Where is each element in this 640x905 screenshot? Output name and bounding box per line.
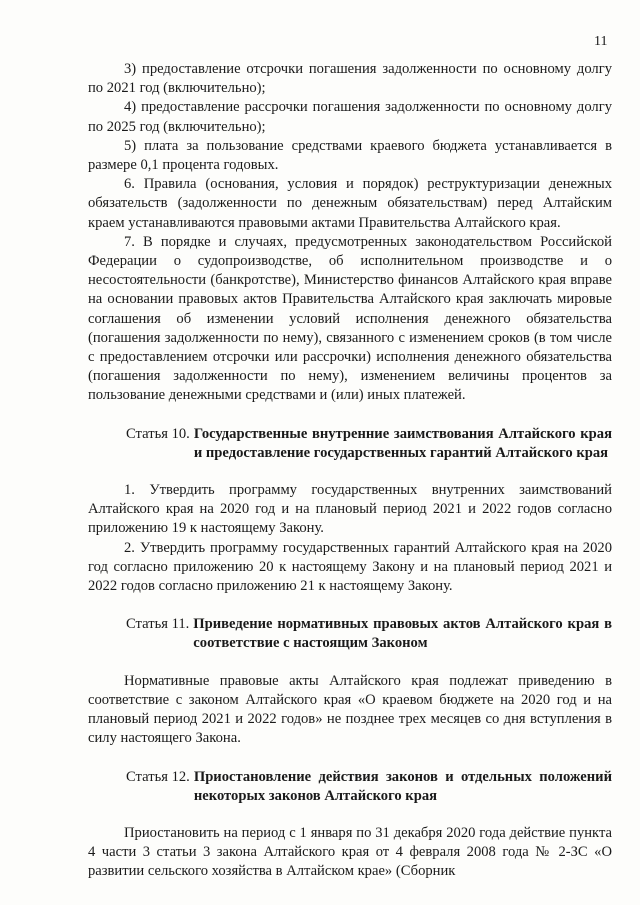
paragraph-item-5: 5) плата за пользование средствами краевого бюджета устанавливается в размере 0,1 процента годовых. bbox=[88, 137, 612, 174]
paragraph-item-3: 3) предоставление отсрочки погашения задолженности по основному долгу по 2021 год (включительно); bbox=[88, 61, 612, 97]
article-10-paragraph-2: 2. Утвердить программу государственных гарантий Алтайского края на 2020 год согласно приложению 20 к настоящему Закону и на плановый период 2021 и 2022 годов согласно приложению 21 к настоящему Закону. bbox=[88, 539, 612, 595]
article-11-title: Приведение нормативных правовых актов Алтайского края в соответствие с настоящим Законом bbox=[193, 616, 612, 652]
article-12-label: Статья 12. bbox=[126, 768, 190, 785]
article-11-label: Статья 11. bbox=[126, 616, 190, 633]
article-10-title: Государственные внутренние заимствования Алтайского края и предоставление государственных гарантий Алтайского края bbox=[193, 425, 612, 461]
article-11-heading bbox=[88, 615, 612, 653]
article-12-heading bbox=[88, 768, 612, 806]
article-10-paragraph-1: 1. Утвердить программу государственных внутренних заимствований Алтайского края на 2020 год и на плановый период 2021 и 2022 годов согласно приложению 19 к настоящему Закону. bbox=[88, 482, 612, 537]
paragraph-item-4: 4) предоставление рассрочки погашения задолженности по основному долгу по 2025 год (включительно); bbox=[88, 99, 612, 135]
document-body bbox=[88, 60, 612, 882]
paragraph-6: 6. Правила (основания, условия и порядок) реструктуризации денежных обязательств (задолженности по денежным обязательствам) перед Алтайским краем устанавливаются правовыми актами Правительства Алтайского края. bbox=[88, 176, 612, 231]
article-11-paragraph-1: Нормативные правовые акты Алтайского края подлежат приведению в соответствие с законом Алтайского края «О краевом бюджете на 2020 год и на плановый период 2021 и 2022 годов» не позднее трех месяцев со дня вступления в силу настоящего Закона. bbox=[88, 672, 612, 747]
article-12-paragraph-1: Приостановить на период с 1 января по 31 декабря 2020 года действие пункта 4 части 3 статьи 3 закона Алтайского края от 4 февраля 2008 года № 2-ЗС «О развитии сельского хозяйства в Алтайском крае» (Сборник bbox=[88, 824, 612, 880]
page-number: 11 bbox=[594, 34, 608, 49]
article-12-title: Приостановление действия законов и отдельных положений некоторых законов Алтайского края bbox=[193, 768, 612, 804]
paragraph-7: 7. В порядке и случаях, предусмотренных законодательством Российской Федерации о судопроизводстве, об исполнительном производстве и о несостоятельности (банкротстве), Министерство финансов Алтайского края вправе на основании правовых актов Правительства Алтайского края заключать мировые соглашения об изменении условий исполнения денежного обязательства (погашения задолженности по нему), связанного с изменением сроков (в том числе с предоставлением отсрочки или рассрочки) исполнения денежного обязательства (погашения задолженности по нему), изменением величины процентов за пользование денежными средствами и (или) иных платежей. bbox=[88, 233, 612, 404]
article-10-label: Статья 10. bbox=[126, 425, 190, 442]
article-10-heading bbox=[88, 425, 612, 463]
